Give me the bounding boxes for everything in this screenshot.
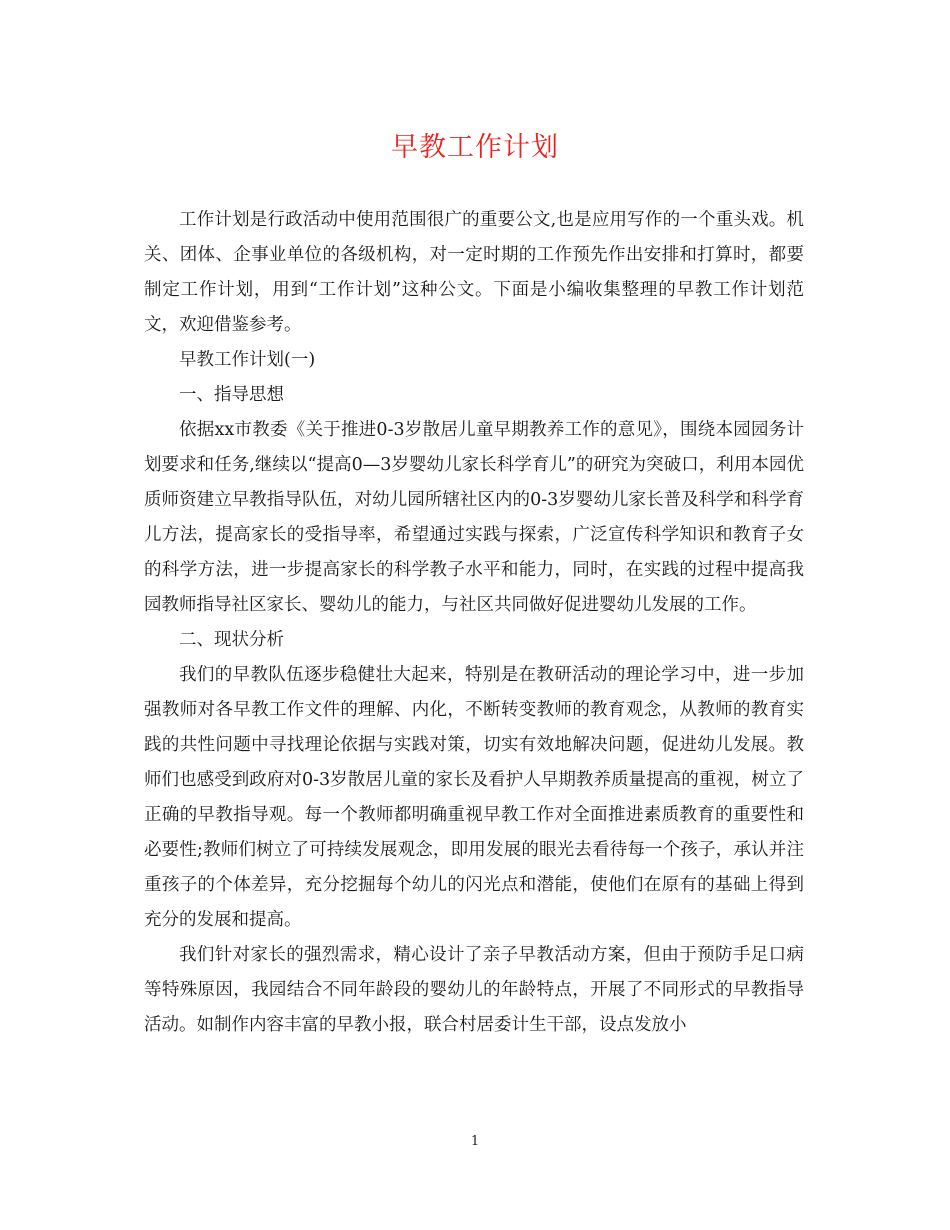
paragraph-status-analysis: 我们的早教队伍逐步稳健壮大起来，特别是在教研活动的理论学习中，进一步加强教师对各早教工作文件的理解、内化，不断转变教师的教育观念，从教师的教育实践的共性问题中寻找理论依据与实践对策，切实有效地解决问题，促进幼儿发展。教师们也感受到政府对0-3岁散居儿童的家长及看护人早期教养质量提高的重视，树立了正确的早教指导观。每一个教师都明确重视早教工作对全面推进素质教育的重要性和必要性;教师们树立了可持续发展观念，即用发展的眼光去看待每一个孩子，承认并注重孩子的个体差异，充分挖掘每个幼儿的闪光点和潜能，使他们在原有的基础上得到充分的发展和提高。 [144, 665, 804, 930]
document-body [144, 203, 804, 1043]
paragraph-guiding-ideology: 依据xx市教委《关于推进0-3岁散居儿童早期教养工作的意见》，围绕本园园务计划要求和任务,继续以“提高0—3岁婴幼儿家长科学育儿”的研究为突破口，利用本园优质师资建立早教指导队伍，对幼儿园所辖社区内的0-3岁婴幼儿家长普及科学和科学育儿方法，提高家长的受指导率，希望通过实践与探索，广泛宣传科学知识和教育子女的科学方法，进一步提高家长的科学教子水平和能力，同时，在实践的过程中提高我园教师指导社区家长、婴幼儿的能力，与社区共同做好促进婴幼儿发展的工作。 [144, 420, 804, 615]
section-heading-plan-one: 早教工作计划(一) [179, 350, 316, 370]
paragraph-parent-needs: 我们针对家长的强烈需求，精心设计了亲子早教活动方案，但由于预防手足口病等特殊原因，我园结合不同年龄段的婴幼儿的年龄特点，开展了不同形式的早教指导活动。如制作内容丰富的早教小报，联合村居委计生干部，设点发放小 [144, 945, 804, 1035]
section-heading-status-analysis: 二、现状分析 [179, 630, 284, 650]
document-title: 早教工作计划 [391, 132, 559, 163]
page-number: 1 [470, 1134, 480, 1149]
paragraph-intro: 工作计划是行政活动中使用范围很广的重要公文,也是应用写作的一个重头戏。机关、团体、企事业单位的各级机构，对一定时期的工作预先作出安排和打算时，都要制定工作计划，用到“工作计划”这种公文。下面是小编收集整理的早教工作计划范文，欢迎借鉴参考。 [144, 210, 804, 335]
section-heading-guiding-ideology: 一、指导思想 [179, 385, 284, 405]
